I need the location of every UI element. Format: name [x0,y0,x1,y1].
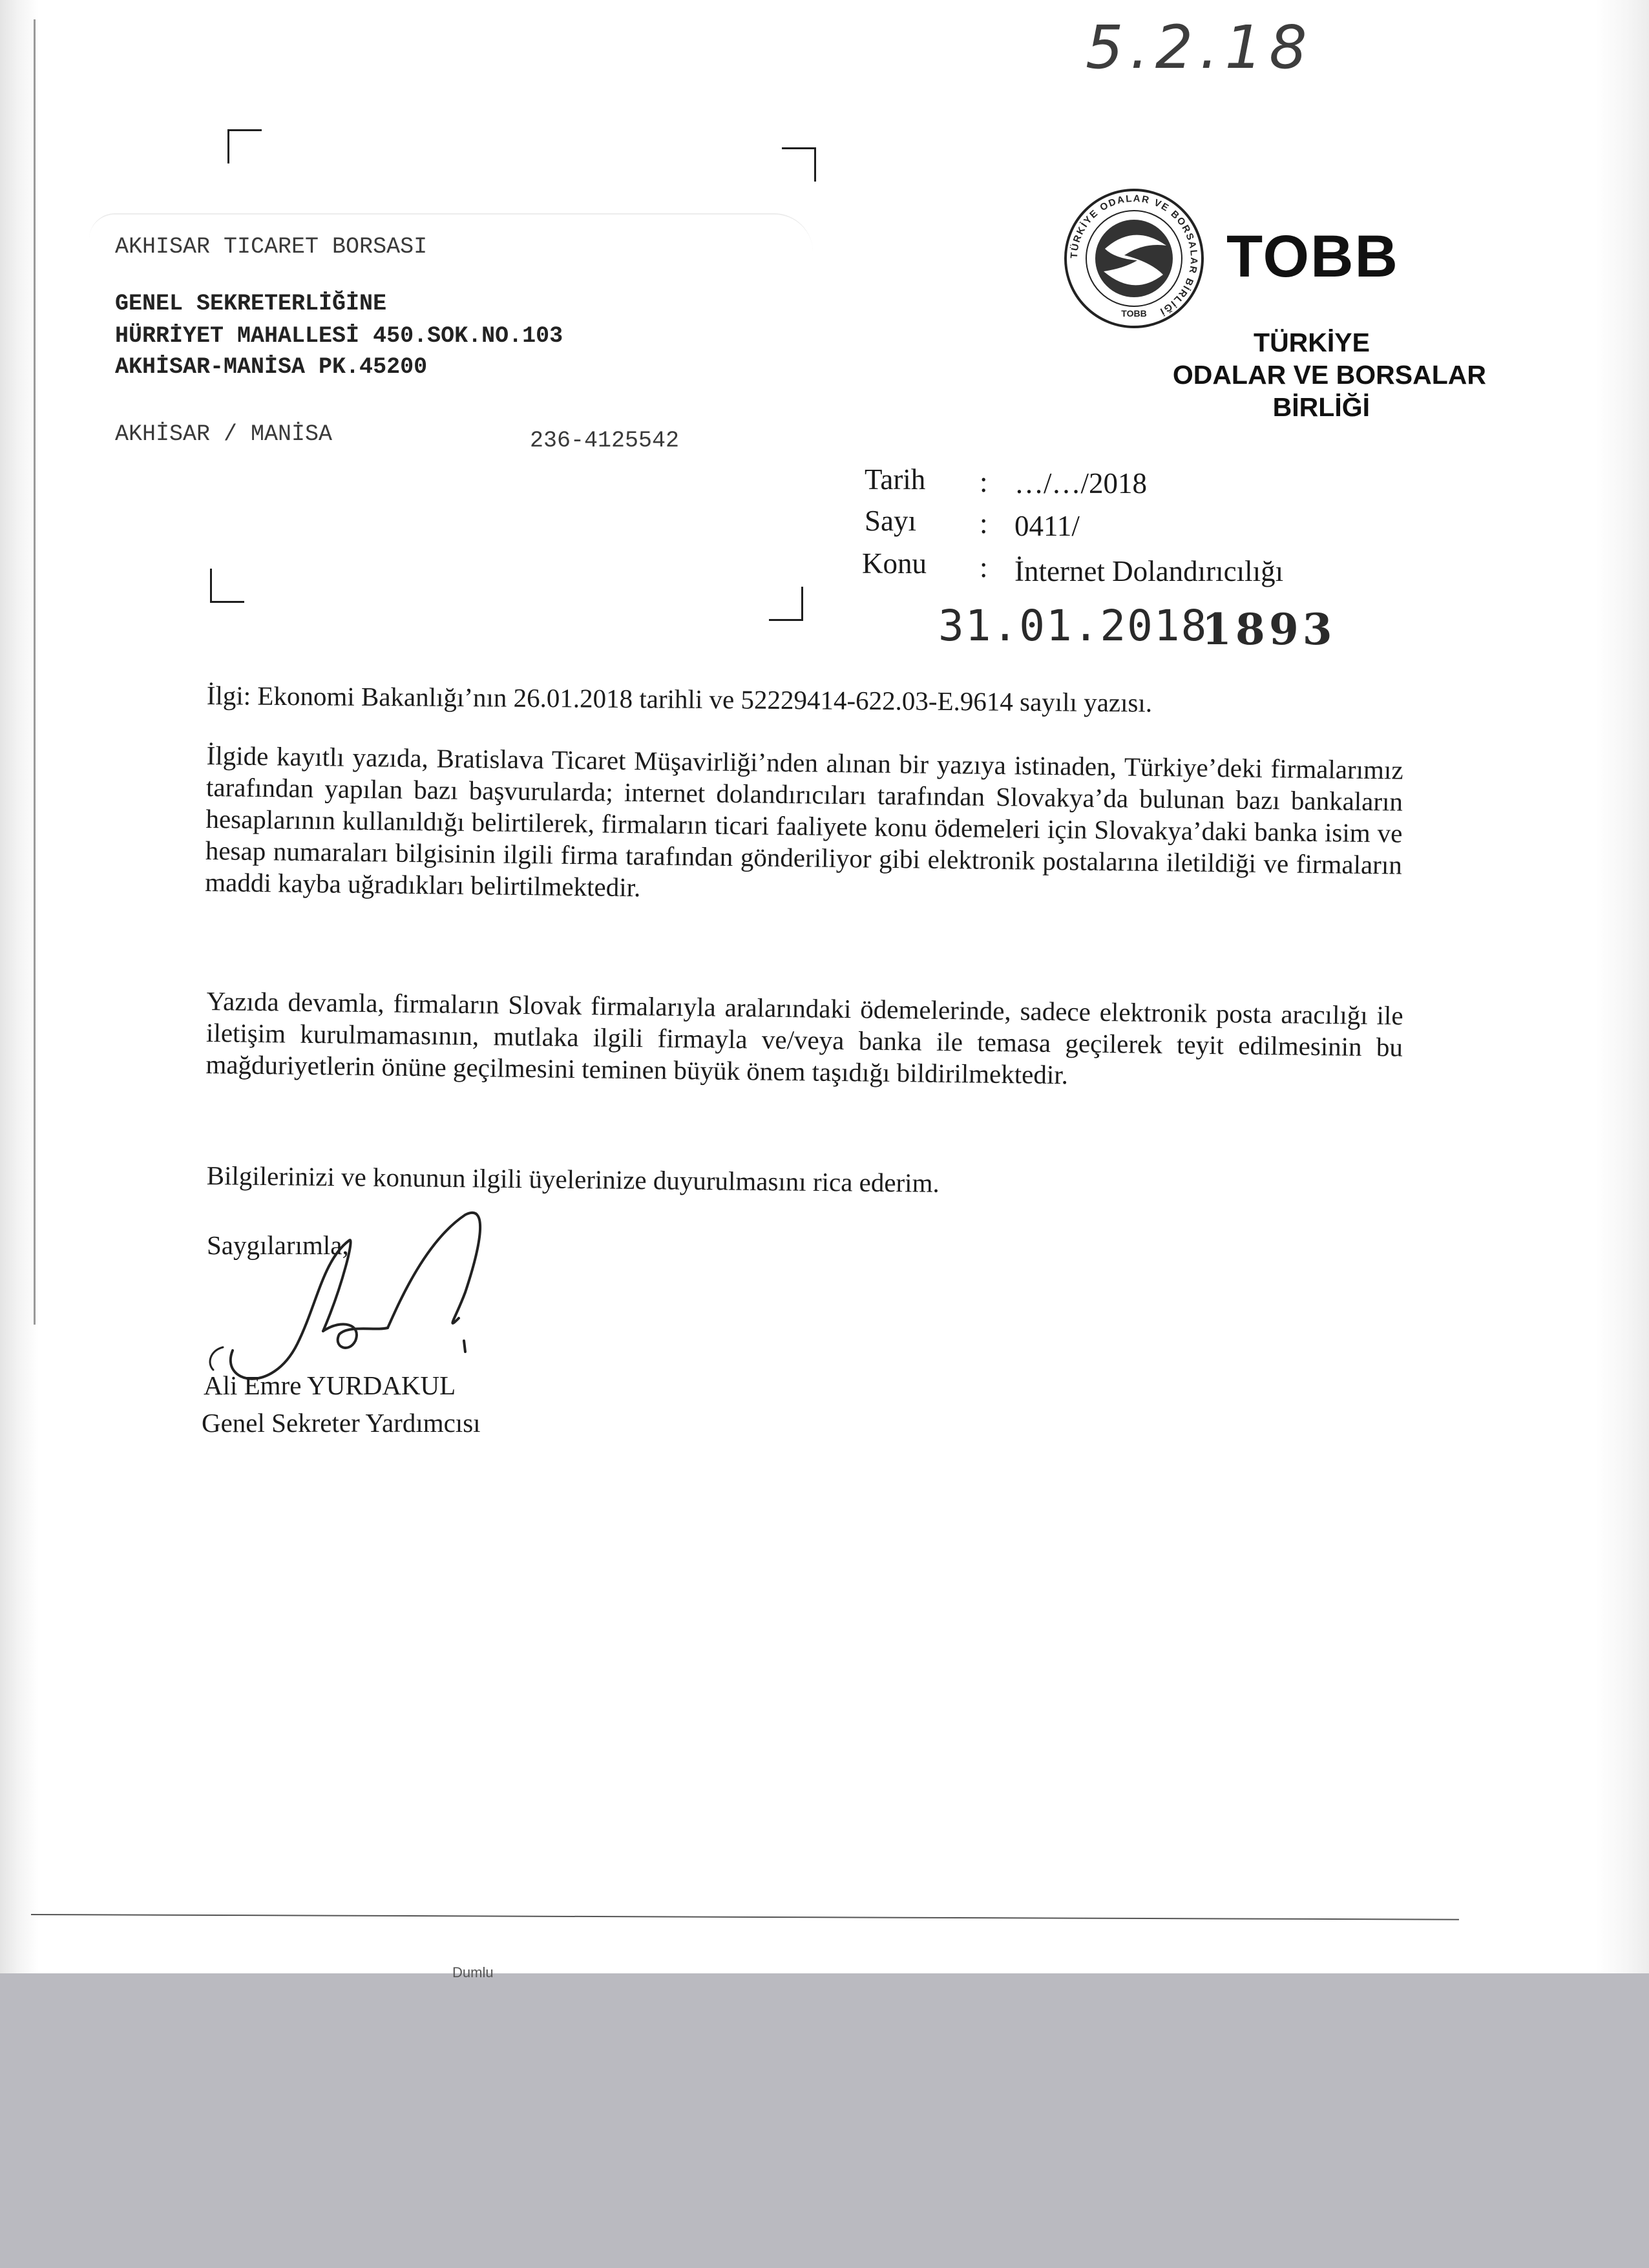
date-value: …/…/2018 [1014,467,1148,499]
handwritten-date: 5.2.18 [1086,13,1314,82]
bracket-top-left [227,129,262,163]
signer-title: Genel Sekreter Yardımcısı [202,1408,481,1438]
subject-colon: : [980,551,988,583]
tobb-emblem [1060,184,1208,333]
recipient-line-3: HÜRRİYET MAHALLESİ 450.SOK.NO.103 [115,323,563,349]
org-line-3: BİRLİĞİ [1272,392,1370,422]
emblem-ring-text: TÜRKİYE ODALAR VE BORSALAR BİRLİĞİ [1068,193,1200,318]
date-label: Tarih [865,463,926,496]
recipient-phone: 236-4125542 [530,428,680,454]
address-window [89,213,813,576]
recipient-line-2: GENEL SEKRETERLİĞİNE [115,291,387,317]
subject-value: İnternet Dolandırıcılığı [1014,555,1284,587]
emblem-small-text: TOBB [1121,308,1147,319]
bracket-top-right [782,147,816,182]
logo-title: TOBB [1226,224,1399,289]
number-label: Sayı [865,505,917,537]
signer-name: Ali Emre YURDAKUL [204,1370,456,1400]
number-value: 0411/ [1014,510,1080,542]
recipient-line-4: AKHİSAR-MANİSA PK.45200 [115,354,428,380]
paragraph-3: Bilgilerinizi ve konunun ilgili üyelerinize duyurulmasını rica ederim. [206,1160,940,1198]
date-colon: : [980,466,988,498]
footer-divider [31,1914,1459,1920]
tobb-emblem-icon [1060,184,1208,333]
org-name [1086,326,1486,423]
scanner-background [0,1973,1649,2268]
scan-left-edge [0,0,39,1973]
scan-left-line [34,19,36,1325]
paragraph-2: Yazıda devamla, firmaların Slovak firmalarıyla aralarındaki ödemelerinde, sadece elektronik posta aracılığı ile iletişim kurulmamasının, mutlaka ilgili firmayla ve/veya banka ile temasa geçilerek teyit edilmesinin bu mağduriyetlerin önüne geçilmesini teminen büyük önem taşıdığı bildirilmektedir. [205,985,1403,1090]
stamp-number: 1893 [1202,604,1336,655]
number-colon: : [980,507,988,540]
paragraph-1: İlgide kayıtlı yazıda, Bratislava Ticaret Müşavirliği’nden alınan bir yazıya istinaden, Türkiye’deki firmalarımız tarafından yapılan bazı başvurularda; internet dolandırıcıları tarafından Slovakya’da bulunan bazı bankaların hesaplarının kullanıldığı belirtilerek, firmaların ticari faaliyete konu ödemeleri için Slovakya’daki banka isim ve hesap numaraları bilgisinin ilgili firma tarafından gönderiliyor gibi elektronik postalarına iletildiği ve firmaların maddi kayba uğradıkları belirtilmektedir. [205,740,1403,903]
scan-right-edge [1596,0,1649,1973]
subject-label: Konu [862,547,927,580]
closing: Saygılarımla, [207,1230,349,1260]
stamp-date: 31.01.2018 [938,601,1208,651]
recipient-line-5: AKHİSAR / MANİSA [115,421,333,447]
recipient-line-1: AKHISAR TICARET BORSASI [115,234,428,260]
reference-line: İlgi: Ekonomi Bakanlığı’nın 26.01.2018 tarihli ve 52229414-622.03-E.9614 sayılı yazısı. [206,680,1153,718]
bracket-bottom-right [769,587,803,621]
org-line-1: TÜRKİYE [1254,328,1370,357]
footer-partial-text: Dumlu [452,1964,494,1980]
org-line-2: ODALAR VE BORSALAR [1172,360,1486,390]
